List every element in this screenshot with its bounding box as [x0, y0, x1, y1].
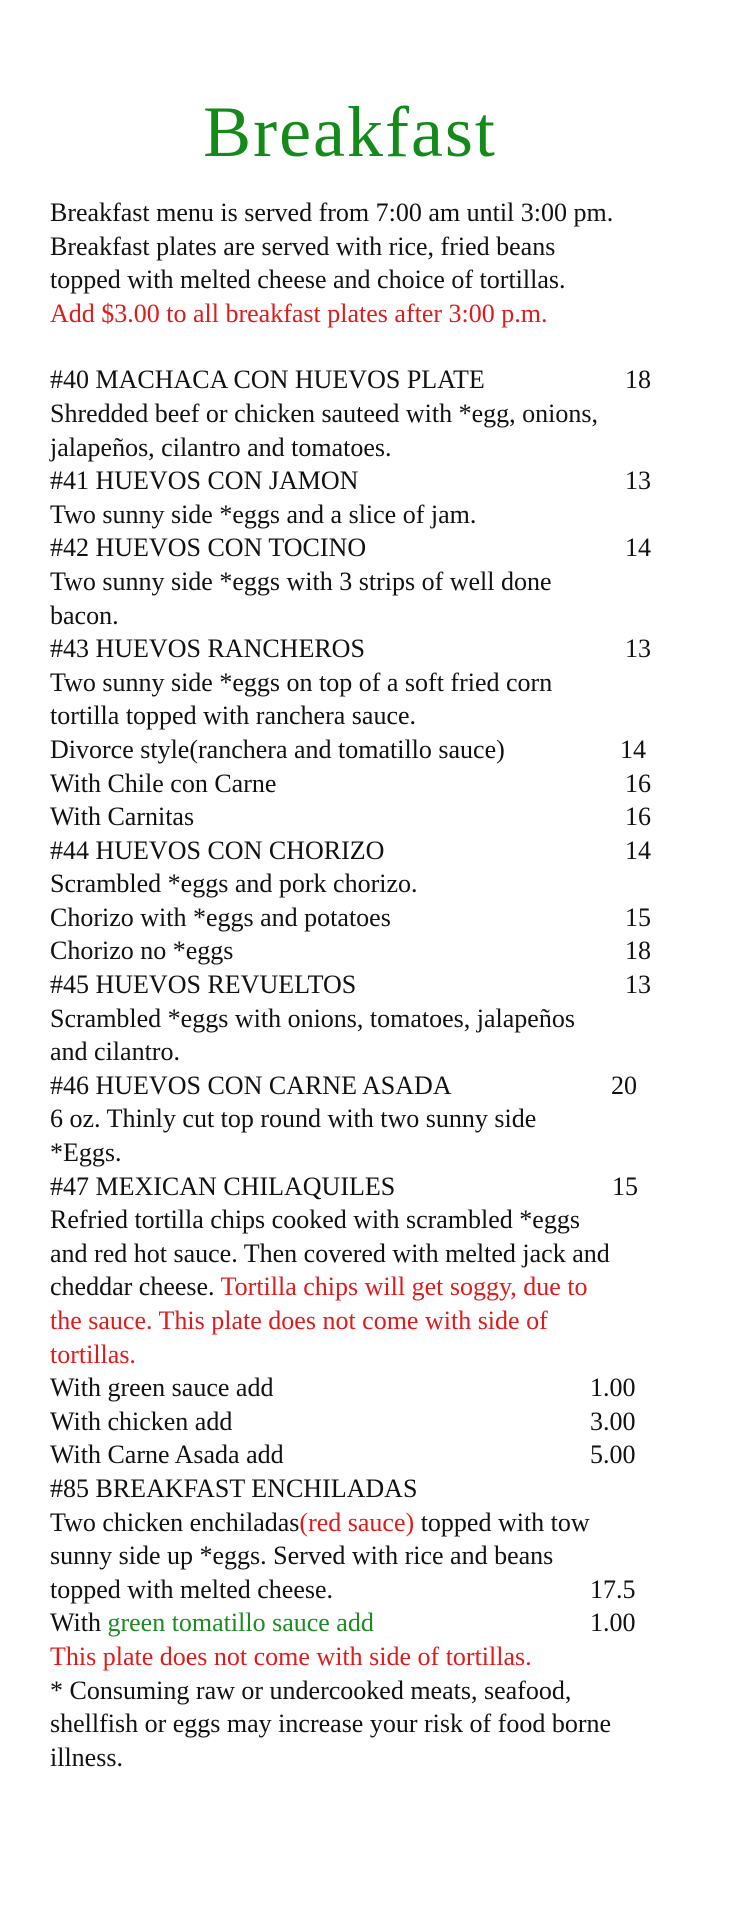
spacer — [50, 330, 700, 363]
option-label: Chorizo with *eggs and potatoes — [50, 902, 391, 932]
item-price: 18 — [625, 365, 651, 395]
description-text: topped with melted cheese. — [50, 1574, 334, 1604]
food-safety-disclaimer: illness. — [50, 1742, 123, 1772]
item-description: Scrambled *eggs and pork chorizo. — [50, 869, 418, 899]
item-option — [50, 934, 700, 968]
item-price: 14 — [625, 835, 651, 865]
item-description: sunny side up *eggs. Served with rice and beans — [50, 1541, 554, 1571]
option-label: With Carne Asada add — [50, 1440, 284, 1470]
after-hours-notice: Add $3.00 to all breakfast plates after 3:00 p.m. — [50, 298, 548, 328]
option-price: 5.00 — [590, 1440, 636, 1470]
option-label: With green sauce add — [50, 1373, 274, 1403]
menu-item-45 — [50, 968, 700, 1002]
item-description — [50, 1506, 700, 1540]
item-description: Two sunny side *eggs on top of a soft fried corn — [50, 667, 553, 697]
item-name: #47 MEXICAN CHILAQUILES — [50, 1171, 396, 1201]
intro-line: Breakfast plates are served with rice, fried beans — [50, 231, 556, 261]
soggy-warning: tortillas. — [50, 1339, 136, 1369]
item-option — [50, 1371, 700, 1405]
item-description: Shredded beef or chicken sauteed with *egg, onions, — [50, 398, 599, 428]
option-price: 16 — [625, 768, 651, 798]
item-name: #44 HUEVOS CON CHORIZO — [50, 835, 385, 865]
item-description: Two sunny side *eggs and a slice of jam. — [50, 499, 477, 529]
item-description: Refried tortilla chips cooked with scrambled *eggs — [50, 1205, 580, 1235]
option-label: Divorce style(ranchera and tomatillo sauce) — [50, 734, 505, 764]
item-name: #43 HUEVOS RANCHEROS — [50, 634, 365, 664]
item-description: jalapeños, cilantro and tomatoes. — [50, 432, 392, 462]
option-price: 16 — [625, 802, 651, 832]
item-price: 13 — [625, 970, 651, 1000]
item-price: 17.5 — [590, 1574, 636, 1604]
menu-item-47 — [50, 1170, 700, 1204]
item-description: and cilantro. — [50, 1037, 180, 1067]
description-text: cheddar cheese. — [50, 1272, 221, 1302]
menu-item-40 — [50, 363, 700, 397]
food-safety-disclaimer: * Consuming raw or undercooked meats, seafood, — [50, 1675, 572, 1705]
item-option — [50, 800, 700, 834]
item-description: and red hot sauce. Then covered with melted jack and — [50, 1238, 610, 1268]
item-price: 20 — [611, 1070, 637, 1100]
no-tortillas-notice: This plate does not come with side of tortillas. — [50, 1641, 532, 1671]
item-option — [50, 1438, 700, 1472]
menu-content — [50, 196, 700, 1774]
item-description: Two sunny side *eggs with 3 strips of well done — [50, 566, 552, 596]
item-description — [50, 1573, 700, 1607]
item-price: 13 — [625, 634, 651, 664]
option-price: 14 — [620, 734, 646, 764]
item-name: #45 HUEVOS REVUELTOS — [50, 970, 357, 1000]
item-name: #41 HUEVOS CON JAMON — [50, 466, 359, 496]
item-option — [50, 1405, 700, 1439]
item-name: #42 HUEVOS CON TOCINO — [50, 533, 367, 563]
item-description: Scrambled *eggs with onions, tomatoes, jalapeños — [50, 1003, 575, 1033]
description-text: Two chicken enchiladas — [50, 1507, 300, 1537]
option-price: 18 — [625, 936, 651, 966]
item-option — [50, 733, 700, 767]
item-description: *Eggs. — [50, 1138, 122, 1168]
item-price: 13 — [625, 466, 651, 496]
item-option — [50, 901, 700, 935]
item-name: #40 MACHACA CON HUEVOS PLATE — [50, 365, 485, 395]
option-label: With — [50, 1608, 108, 1638]
red-sauce-note: (red sauce) — [299, 1507, 415, 1537]
option-label: Chorizo no *eggs — [50, 936, 234, 966]
menu-item-46 — [50, 1069, 700, 1103]
food-safety-disclaimer: shellfish or eggs may increase your risk of food borne — [50, 1709, 612, 1739]
intro-line: topped with melted cheese and choice of tortillas. — [50, 265, 566, 295]
green-sauce-option: green tomatillo sauce add — [107, 1608, 374, 1638]
item-option — [50, 767, 700, 801]
menu-item-41 — [50, 464, 700, 498]
item-description: bacon. — [50, 600, 119, 630]
option-label: With Chile con Carne — [50, 768, 277, 798]
option-price: 15 — [625, 902, 651, 932]
item-name: #85 BREAKFAST ENCHILADAS — [50, 1473, 418, 1503]
intro-line: Breakfast menu is served from 7:00 am until 3:00 pm. — [50, 198, 614, 227]
option-price: 3.00 — [590, 1406, 636, 1436]
option-label: With Carnitas — [50, 802, 195, 832]
description-text: topped with tow — [414, 1507, 590, 1537]
item-price: 14 — [625, 533, 651, 563]
menu-item-44 — [50, 834, 700, 868]
item-description: 6 oz. Thinly cut top round with two sunny side — [50, 1104, 537, 1134]
item-price: 15 — [612, 1171, 638, 1201]
item-description: tortilla topped with ranchera sauce. — [50, 701, 417, 731]
menu-title: Breakfast — [203, 92, 497, 172]
option-label: With chicken add — [50, 1406, 233, 1436]
menu-item-85 — [50, 1472, 700, 1506]
item-description — [50, 1270, 700, 1304]
option-price: 1.00 — [590, 1373, 636, 1403]
soggy-warning: the sauce. This plate does not come with side of — [50, 1306, 548, 1335]
item-option — [50, 1606, 700, 1640]
item-name: #46 HUEVOS CON CARNE ASADA — [50, 1070, 452, 1100]
soggy-warning: Tortilla chips will get soggy, due to — [220, 1272, 588, 1302]
option-price: 1.00 — [590, 1608, 636, 1638]
menu-item-43 — [50, 632, 700, 666]
menu-item-42 — [50, 531, 700, 565]
